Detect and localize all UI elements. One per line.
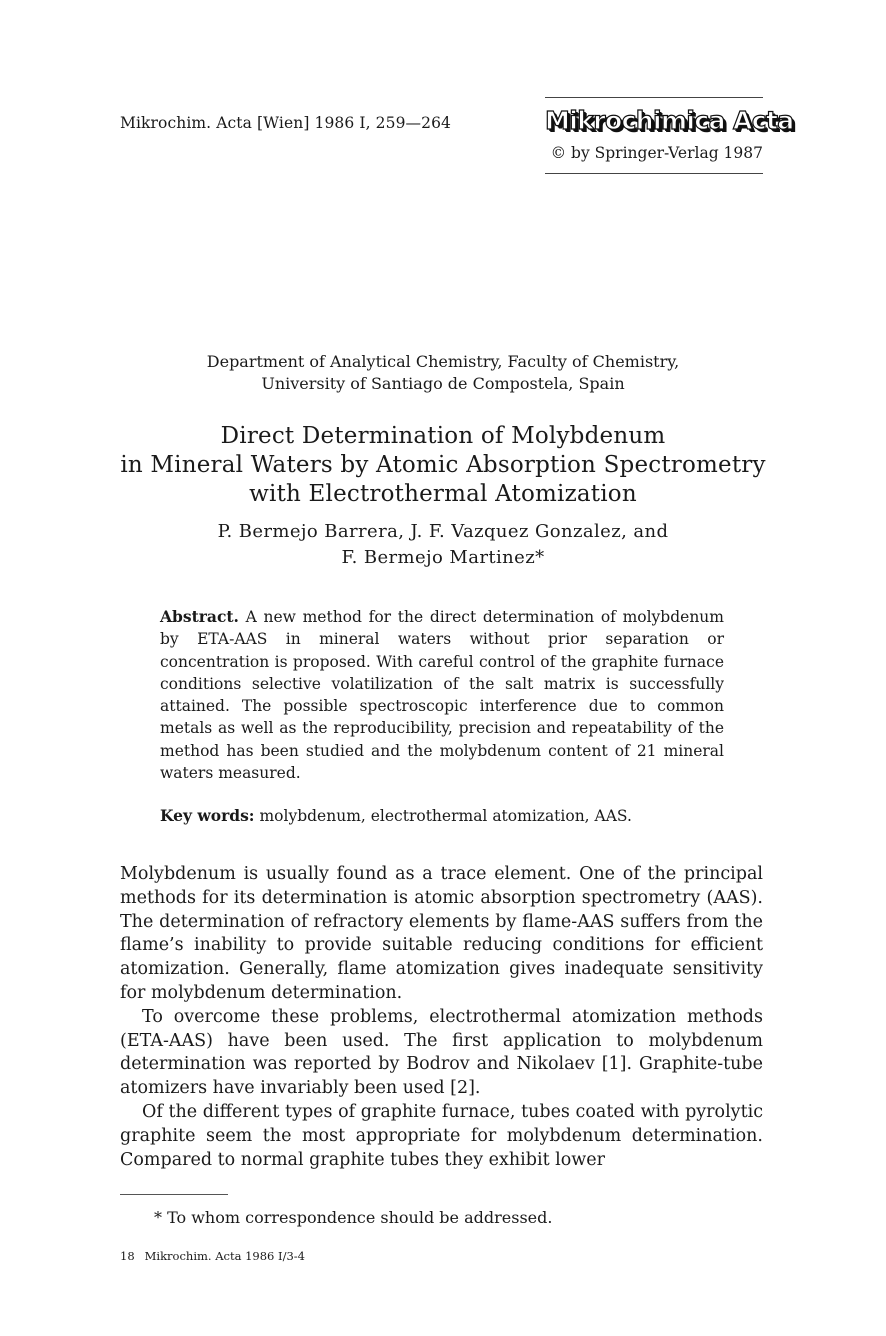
footnote: * To whom correspondence should be addressed. [154, 1208, 553, 1227]
body-paragraph: Of the different types of graphite furnace, tubes coated with pyrolytic graphite seem the most appropriate for molybdenum determination. Compared to normal graphite tubes they exhibit lower [120, 1101, 763, 1170]
masthead-bottom-rule [545, 173, 763, 174]
footnote-divider [120, 1194, 228, 1195]
journal-masthead [545, 96, 794, 175]
keywords [160, 805, 724, 827]
copyright-notice: © by Springer-Verlag 1987 [550, 144, 763, 162]
abstract-text: A new method for the direct determination of molybdenum by ETA-AAS in mineral waters without prior separation or concentration is proposed. With careful control of the graphite furnace conditions selective volatilization of the salt matrix is successfully attained. The possible spectroscopic interference due to common metals as well as the reproducibility, precision and repeatability of the method has been studied and the molybdenum content of 21 mineral waters measured. [160, 608, 724, 783]
abstract [160, 606, 724, 784]
page-number: 18 [120, 1249, 135, 1263]
authors-line-2: F. Bermejo Martinez* [341, 547, 545, 568]
journal-logo: Mikrochimica Acta [545, 106, 794, 135]
masthead-top-rule [545, 97, 763, 98]
body-paragraph: Molybdenum is usually found as a trace element. One of the principal methods for its determination is atomic absorption spectrometry (AAS). The determination of refractory elements by flame-AAS suffers from the flame’s inability to provide suitable reducing conditions for efficient atomization. Generally, flame atomization gives inadequate sensitivity for molybdenum determination. [120, 864, 763, 1003]
body-paragraph: To overcome these problems, electrothermal atomization methods (ETA-AAS) have been used. The first application to molybdenum determination was reported by Bodrov and Nikolaev [1]. Graphite-tube atomizers have invariably been used [2]. [120, 1006, 763, 1099]
page-footer [120, 1249, 305, 1263]
affiliation-line-2: University of Santiago de Compostela, Spain [261, 374, 625, 393]
title-line-2: in Mineral Waters by Atomic Absorption Spectrometry [120, 452, 766, 478]
title-line-1: Direct Determination of Molybdenum [220, 423, 666, 449]
keywords-text: molybdenum, electrothermal atomization, AAS. [259, 807, 632, 825]
body-text [120, 863, 763, 1172]
title-line-3: with Electrothermal Atomization [249, 481, 637, 507]
journal-issue: Mikrochim. Acta 1986 I/3-4 [144, 1249, 305, 1263]
journal-citation: Mikrochim. Acta [Wien] 1986 I, 259—264 [120, 114, 452, 132]
affiliation-line-1: Department of Analytical Chemistry, Faculty of Chemistry, [206, 352, 680, 371]
abstract-label: Abstract. [160, 607, 239, 626]
paper-title [0, 422, 886, 509]
affiliation [0, 351, 886, 395]
keywords-label: Key words: [160, 806, 255, 825]
authors-line-1: P. Bermejo Barrera, J. F. Vazquez Gonzalez, and [217, 521, 669, 542]
authors [0, 519, 886, 571]
